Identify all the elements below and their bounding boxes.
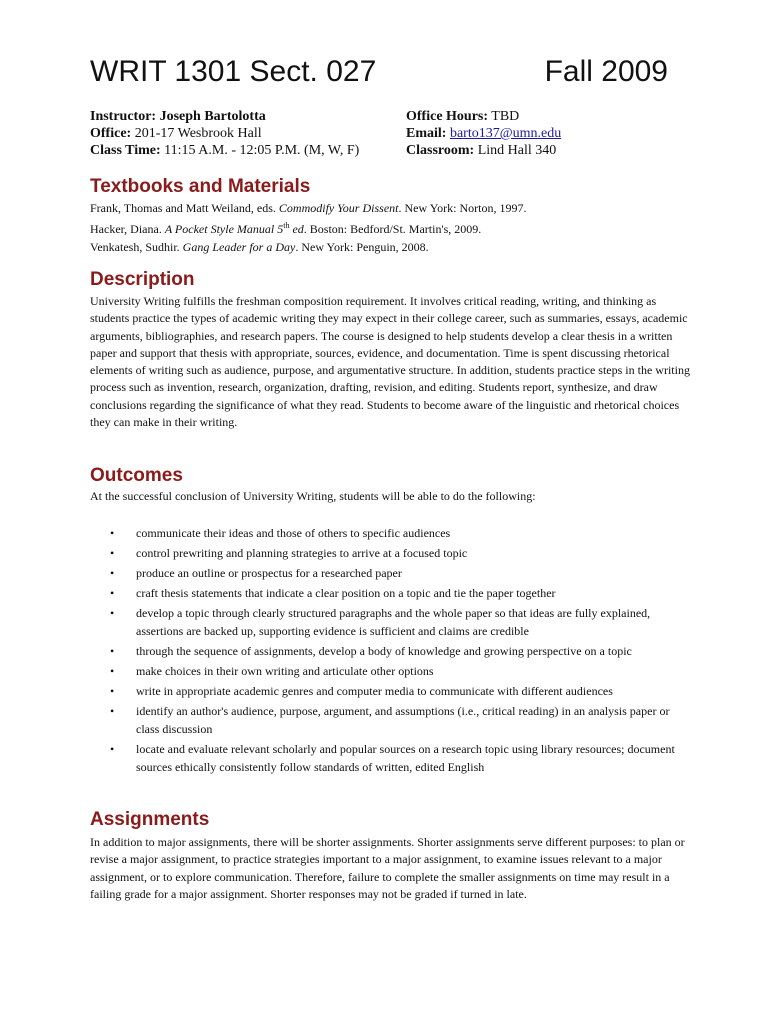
- title-row: [90, 55, 668, 99]
- assignments-text: [90, 834, 690, 903]
- list-item: • produce an outline or prospectus for a researched paper: [110, 566, 402, 580]
- textbook-entry: Hacker, Diana. A Pocket Style Manual 5th ed. Boston: Bedford/St. Martin's, 2009.: [90, 221, 482, 237]
- outcomes-list: [110, 524, 690, 778]
- email-link[interactable]: barto137@umn.edu: [449, 126, 562, 141]
- office-hours-line: [406, 108, 561, 125]
- bullet-icon: •: [110, 664, 115, 678]
- bullet-icon: •: [110, 586, 115, 600]
- description-text: [90, 293, 690, 431]
- instructor-label: Instructor: Joseph Bartolotta: [90, 109, 266, 124]
- instructor-info: [90, 108, 359, 159]
- description-heading: Description: [90, 269, 195, 290]
- list-item: • locate and evaluate relevant scholarly and popular sources on a research topic using library resources; document sources ethically consistently follow standards of written, edited English: [110, 742, 675, 774]
- bullet-icon: •: [110, 704, 115, 718]
- assignments-paragraph: In addition to major assignments, there will be shorter assignments. Shorter assignments serve different purposes: to plan or revise a major assignment, to practice strategies important to a major assignment, to examine issues relevant to a major assignment, or to explore communication. Therefore, failure to complete the smaller assignments on time may result in a failing grade for a major assignment. Shorter responses may not be graded if turned in late.: [90, 835, 685, 901]
- classroom-value: Lind Hall 340: [474, 143, 557, 158]
- classroom-label: Classroom:: [406, 143, 475, 158]
- description-paragraph: University Writing fulfills the freshman composition requirement. It involves critical reading, writing, and thinking as students practice the types of academic writing they may expect in their college career, such as summaries, essays, academic arguments, bibliographies, and research papers. The course is designed to help students develop a clear thesis in a written paper and support that thesis with appropriate, sources, evidence, and documentation. Time is spent discussing rhetorical elements of writing such as audience, purpose, and argumentative structure. In addition, students practice steps in the writing process such as invention, research, organization, drafting, revision, and editing. Students report, synthesize, and draw conclusions regarding the significance of what they read. Students to become aware of the linguistic and rhetorical choices they can make in their writing.: [90, 294, 690, 430]
- textbook-list: [90, 200, 690, 256]
- bullet-icon: •: [110, 644, 115, 658]
- textbook-entry: Venkatesh, Sudhir. Gang Leader for a Day. New York: Penguin, 2008.: [90, 239, 429, 254]
- outcomes-heading: Outcomes: [90, 465, 183, 486]
- office-label: Office:: [90, 126, 132, 141]
- bullet-icon: •: [110, 546, 115, 560]
- bullet-icon: •: [110, 742, 115, 756]
- class-time-label: Class Time:: [90, 143, 161, 158]
- assignments-heading: Assignments: [90, 809, 210, 830]
- class-time-line: [90, 142, 359, 159]
- office-value: 201-17 Wesbrook Hall: [131, 126, 262, 141]
- list-item: • identify an author's audience, purpose, argument, and assumptions (i.e., critical reading) in an analysis paper or class discussion: [110, 704, 670, 736]
- instructor-line: [90, 108, 359, 125]
- bullet-icon: •: [110, 606, 115, 620]
- outcomes-intro: At the successful conclusion of University Writing, students will be able to do the following:: [90, 489, 536, 503]
- list-item: • write in appropriate academic genres and computer media to communicate with different audiences: [110, 684, 613, 698]
- textbooks-heading: Textbooks and Materials: [90, 176, 311, 197]
- office-line: [90, 125, 359, 142]
- class-time-value: 11:15 A.M. - 12:05 P.M. (M, W, F): [160, 143, 360, 158]
- office-hours-label: Office Hours:: [406, 109, 489, 124]
- term: Fall 2009: [544, 55, 668, 88]
- list-item: • communicate their ideas and those of others to specific audiences: [110, 526, 451, 540]
- email-label: Email:: [406, 126, 447, 141]
- textbook-entry: Frank, Thomas and Matt Weiland, eds. Commodify Your Dissent. New York: Norton, 1997.: [90, 201, 527, 215]
- bullet-icon: •: [110, 684, 115, 698]
- list-item: • develop a topic through clearly structured paragraphs and the whole paper so that ideas are fully explained, assertions are backed up, supporting evidence is sufficient and claims are credible: [110, 606, 651, 638]
- bullet-icon: •: [110, 526, 115, 540]
- list-item: • make choices in their own writing and articulate other options: [110, 664, 434, 678]
- list-item: • control prewriting and planning strategies to arrive at a focused topic: [110, 546, 468, 560]
- list-item: • through the sequence of assignments, develop a body of knowledge and growing perspective on a topic: [110, 644, 632, 658]
- classroom-line: [406, 142, 561, 159]
- course-title: WRIT 1301 Sect. 027: [90, 55, 377, 88]
- bullet-icon: •: [110, 566, 115, 580]
- list-item: • craft thesis statements that indicate a clear position on a topic and tie the paper together: [110, 586, 556, 600]
- email-line: [406, 125, 561, 142]
- office-hours-value: TBD: [488, 109, 520, 124]
- office-info: [406, 108, 561, 159]
